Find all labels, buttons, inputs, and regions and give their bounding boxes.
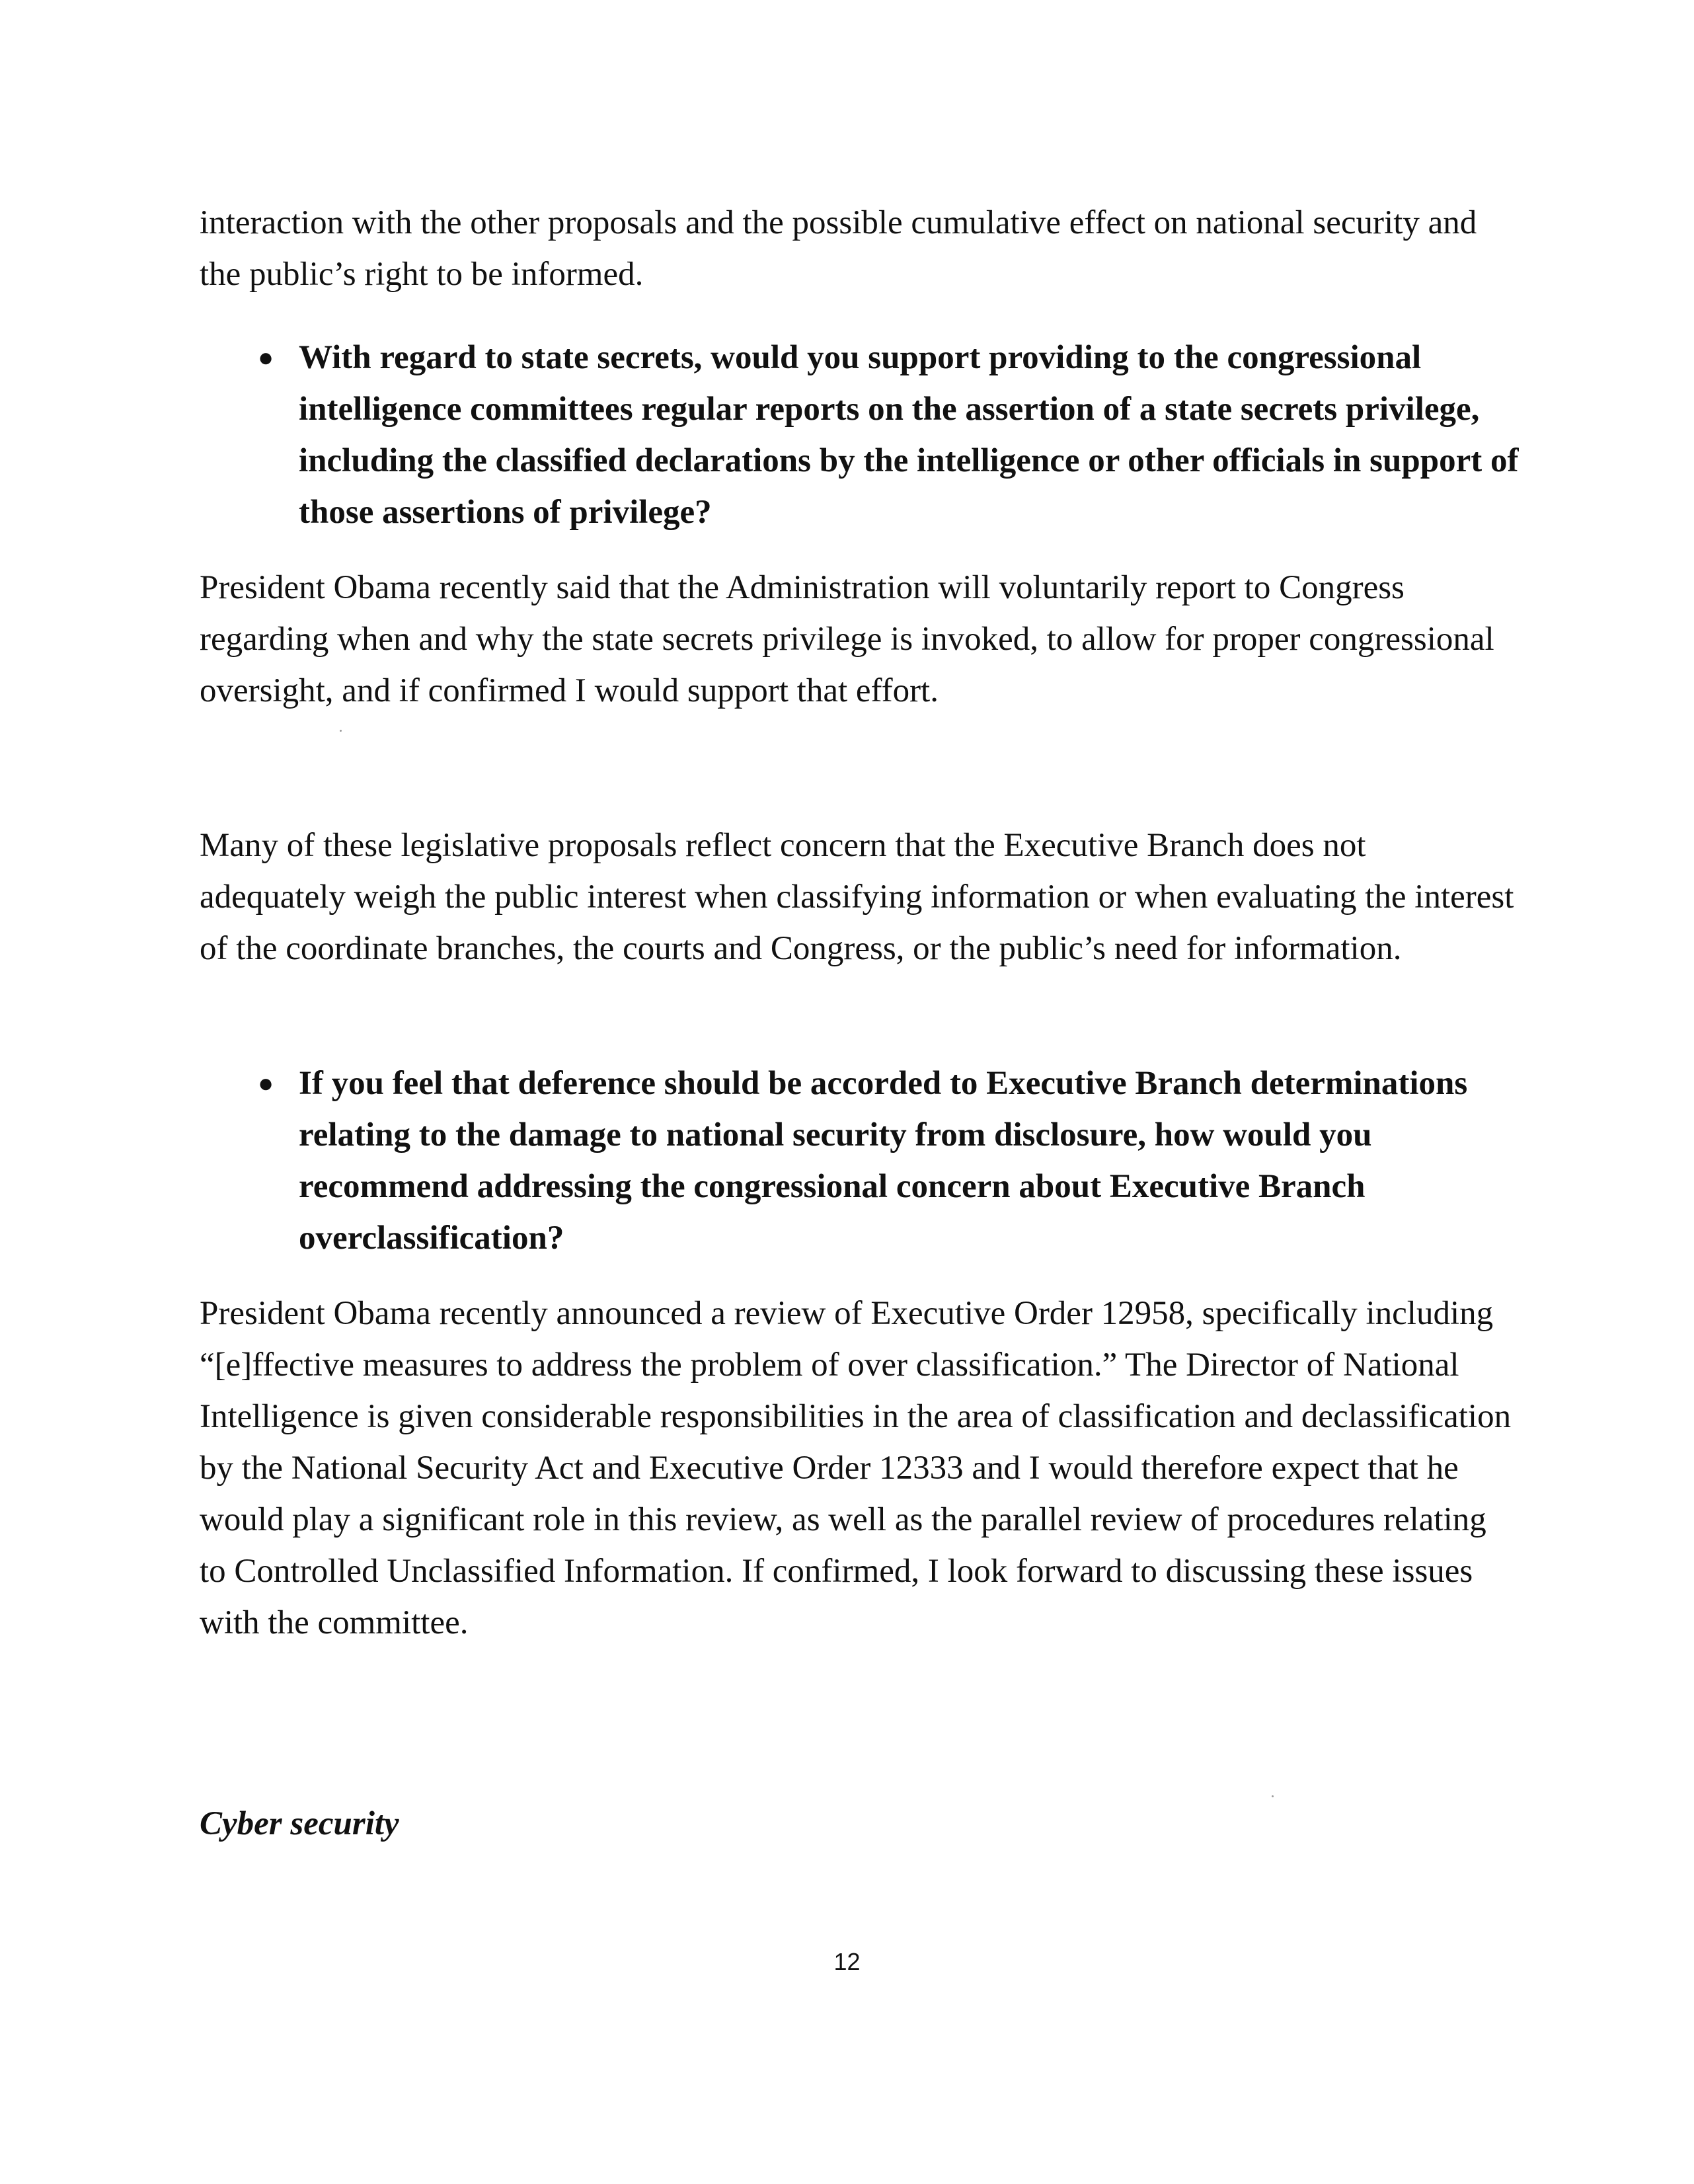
bullet-state-secrets [258, 332, 1540, 538]
answer-deference-paragraph: President Obama recently announced a review of Executive Order 12958, specifically including “[e]ffective measures to address the problem of over classification.” The Director of National Intelligence is given considerable responsibilities in the area of classification and declassification by the National Security Act and Executive Order 12333 and I would therefore expect that he would play a significant role in this review, as well as the parallel review of procedures relating to Controlled Unclassified Information. If confirmed, I look forward to discussing these issues with the committee. [200, 1295, 1512, 1641]
bullet-deference-text: If you feel that deference should be accorded to Executive Branch determinations relating to the damage to national security from disclosure, how would you recommend addressing the congressional concern about Executive Branch overclassification? [299, 1065, 1468, 1257]
bullet-icon: ● [258, 342, 274, 372]
scan-speck [1272, 1795, 1274, 1797]
section-heading-cyber-security: Cyber security [200, 1805, 399, 1842]
bullet-deference [258, 1058, 1540, 1264]
intro-paragraph: interaction with the other proposals and the possible cumulative effect on national security and the public’s right to be informed. [200, 204, 1477, 293]
scan-speck [340, 730, 342, 732]
bullet-state-secrets-text: With regard to state secrets, would you support providing to the congressional intelligence committees regular reports on the assertion of a state secrets privilege, including the classified declarations by the intelligence or other officials in support of those assertions of privilege? [299, 339, 1519, 531]
concern-paragraph: Many of these legislative proposals reflect concern that the Executive Branch does not adequately weigh the public interest when classifying information or when evaluating the interest of the coordinate branches, the courts and Congress, or the public’s need for information. [200, 827, 1514, 967]
page-number: 12 [833, 1948, 861, 1975]
answer-state-secrets-paragraph: President Obama recently said that the Administration will voluntarily report to Congress regarding when and why the state secrets privilege is invoked, to allow for proper congressional oversight, and if confirmed I would support that effort. [200, 569, 1494, 709]
bullet-icon: ● [258, 1068, 274, 1098]
